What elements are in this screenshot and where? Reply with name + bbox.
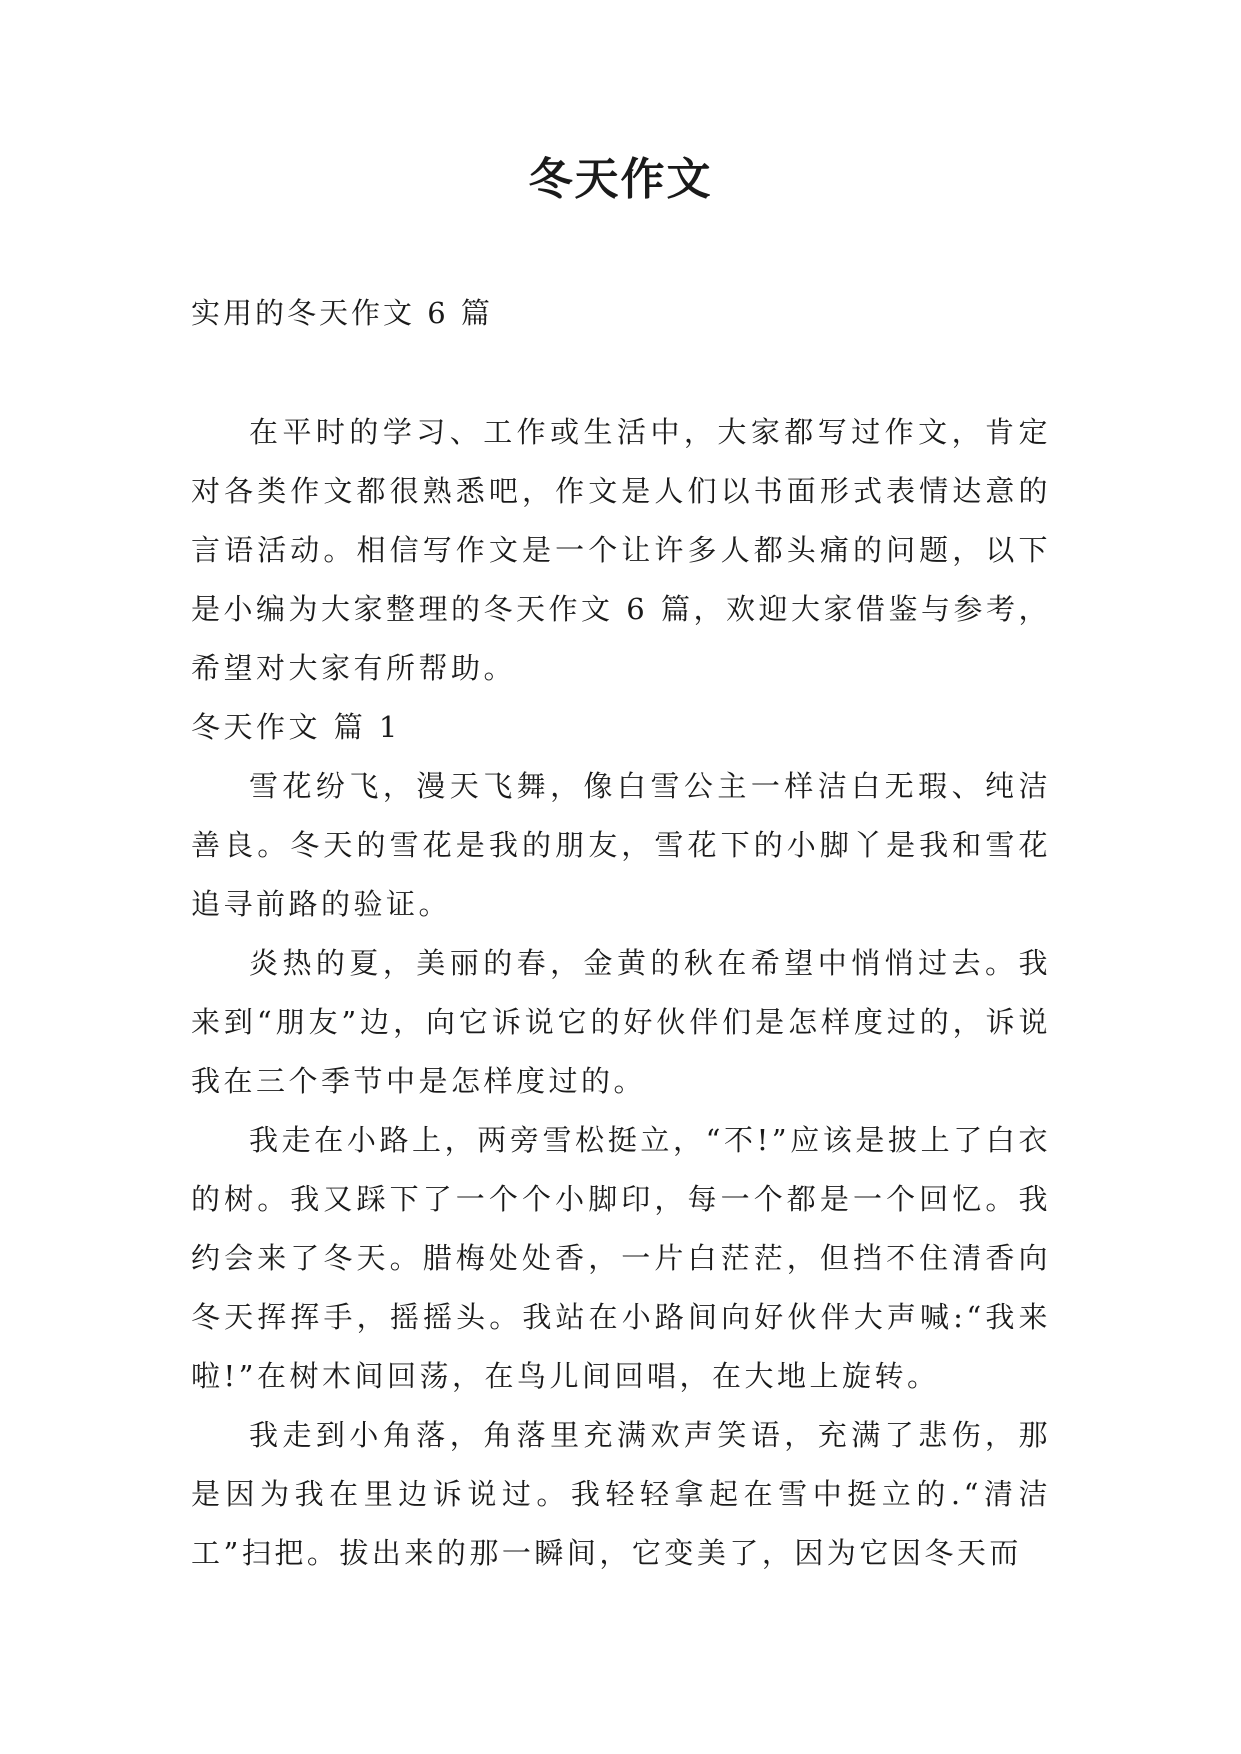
section-heading: 冬天作文 篇 1: [191, 710, 401, 744]
document-title: 冬天作文: [528, 154, 713, 205]
body-paragraph: 雪花纷飞，漫天飞舞，像白雪公主一样洁白无瑕、纯洁善良。冬天的雪花是我的朋友，雪花下的小脚丫是我和雪花追寻前路的验证。: [191, 769, 1051, 921]
document-subtitle: 实用的冬天作文 6 篇: [191, 296, 493, 330]
body-paragraph: 我走到小角落，角落里充满欢声笑语，充满了悲伤，那是因为我在里边诉说过。我轻轻拿起在雪中挺立的.“清洁工”扫把。拔出来的那一瞬间，它变美了，因为它因冬天而: [191, 1418, 1051, 1570]
intro-paragraph: 在平时的学习、工作或生活中，大家都写过作文，肯定对各类作文都很熟悉吧，作文是人们以书面形式表情达意的言语活动。相信写作文是一个让许多人都头痛的问题，以下是小编为大家整理的冬天作文 6 篇，欢迎大家借鉴与参考，希望对大家有所帮助。: [191, 415, 1051, 685]
document-body: [191, 403, 1051, 1583]
body-paragraph: 炎热的夏，美丽的春，金黄的秋在希望中悄悄过去。我来到“朋友”边，向它诉说它的好伙伴们是怎样度过的，诉说我在三个季节中是怎样度过的。: [191, 946, 1051, 1098]
body-paragraph: 我走在小路上，两旁雪松挺立，“不!”应该是披上了白衣的树。我又踩下了一个个小脚印，每一个都是一个回忆。我约会来了冬天。腊梅处处香，一片白茫茫，但挡不住清香向冬天挥挥手，摇摇头。我站在小路间向好伙伴大声喊:“我来啦!”在树木间回荡，在鸟儿间回唱，在大地上旋转。: [191, 1123, 1051, 1393]
